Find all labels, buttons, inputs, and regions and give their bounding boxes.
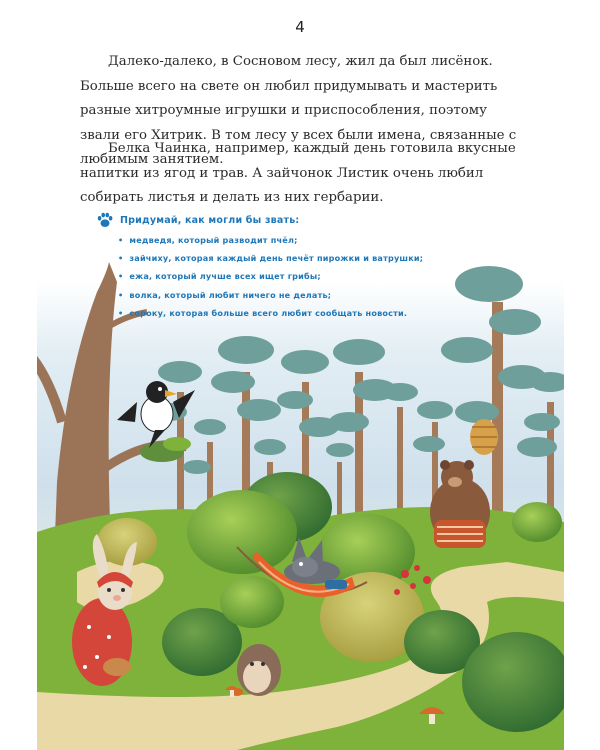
list-item: • сороку, которая больше всего любит сообщать новости. [118,304,466,322]
paragraph-characters: Белка Чаинка, например, каждый день готовила вкусные напитки из ягод и трав. А зайчонок Листик очень любил собирать листья и делать из них гербарии. [80,141,516,205]
list-item: • медведя, который разводит пчёл; [118,231,466,249]
task-heading: Придумай, как могли бы звать: [120,214,300,226]
list-item: • ежа, который лучше всех ищет грибы; [118,267,466,285]
page-number: 4 [295,18,305,36]
paragraph-intro: Далеко-далеко, в Сосновом лесу, жил да был лисёнок. Больше всего на свете он любил придумывать и мастерить разные хитроумные игрушки и приспособления, поэтому звали его Хитрик. В том лесу у всех были имена, связанные с любимым занятием. [80,54,517,167]
list-item: • волка, который любит ничего не делать; [118,286,466,304]
list-item: • зайчиху, которая каждый день печёт пирожки и ватрушки; [118,249,466,267]
task-header [96,211,466,229]
task-list [118,231,466,322]
creative-task [96,211,466,322]
paw-icon [96,211,114,229]
beehive [470,419,498,455]
